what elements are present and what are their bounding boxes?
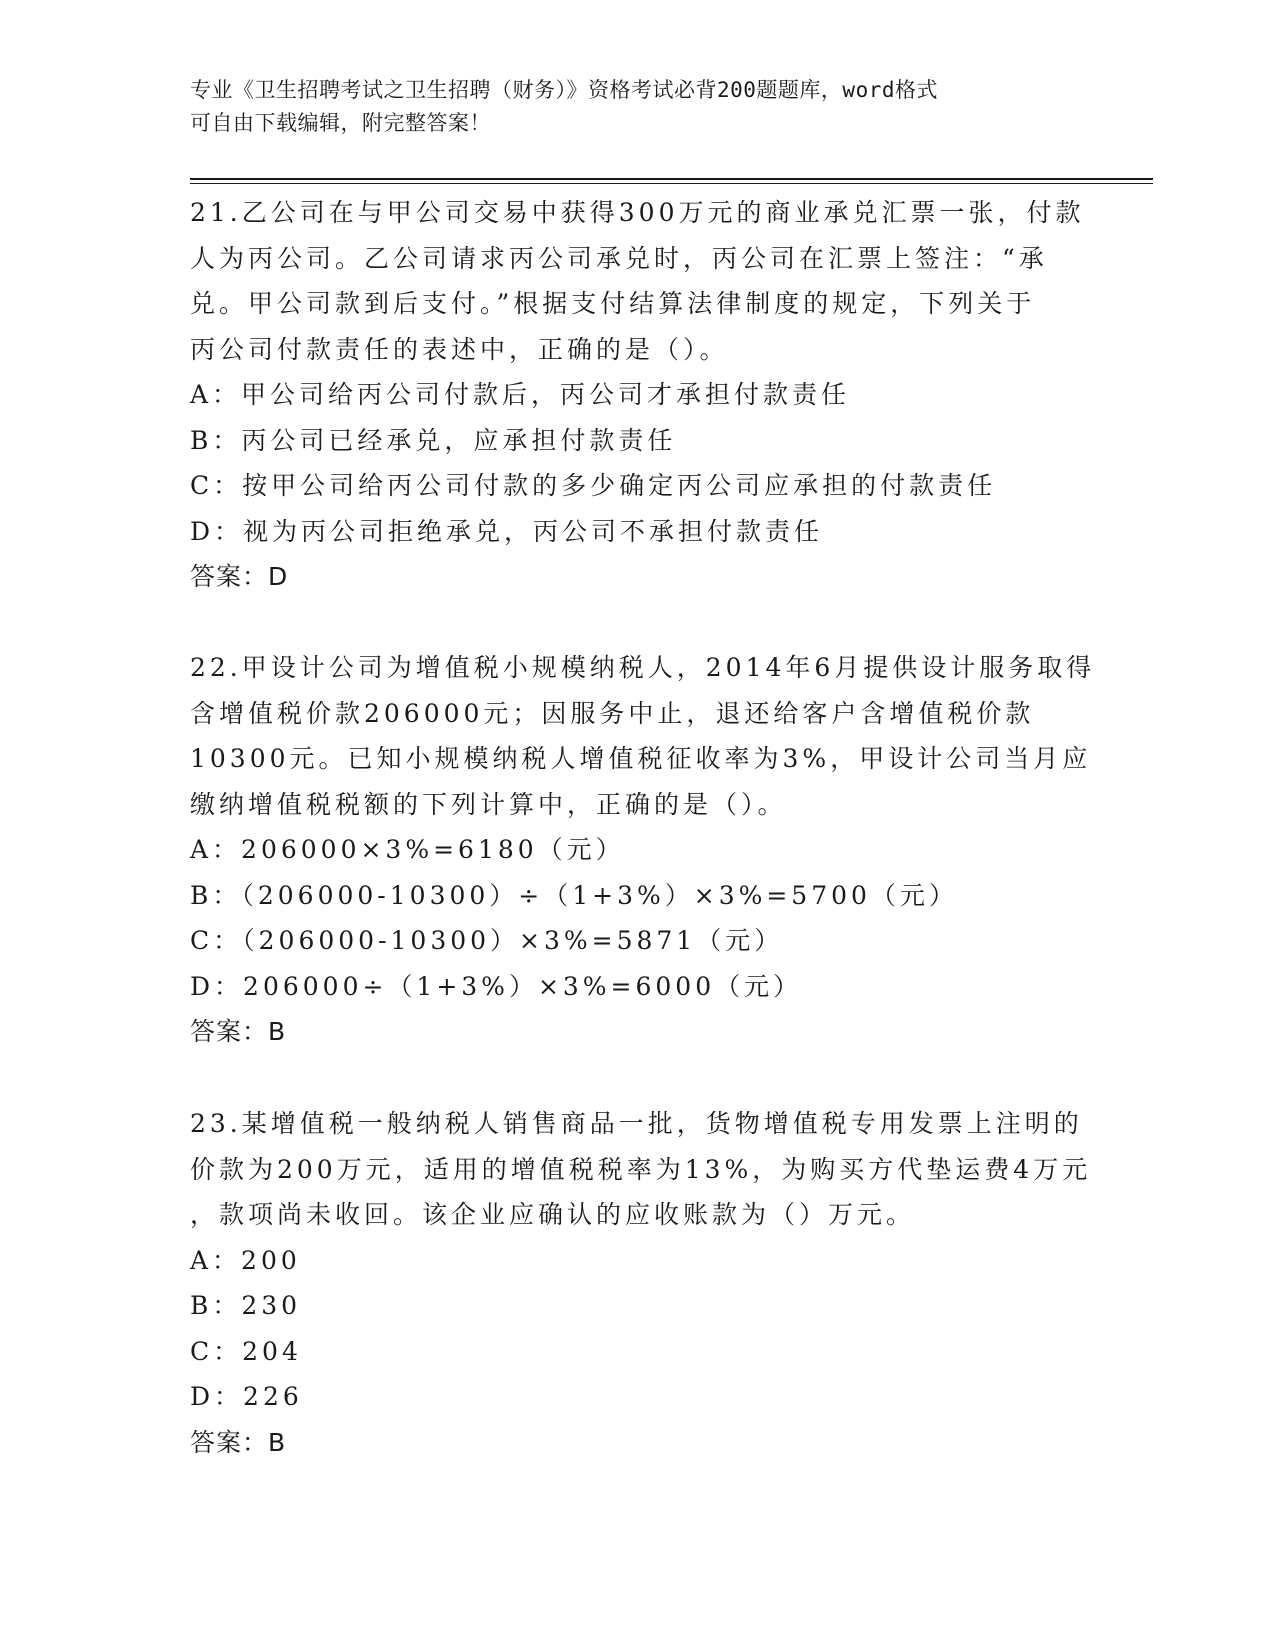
question-text-line: 含增值税价款206000元；因服务中止，退还给客户含增值税价款 xyxy=(190,698,1035,728)
question-text-line: 兑。甲公司款到后支付。”根据支付结算法律制度的规定，下列关于 xyxy=(190,289,1036,318)
question-text-line: 21.乙公司在与甲公司交易中获得300万元的商业承兑汇票一张，付款 xyxy=(190,198,1085,227)
header-divider-thick xyxy=(190,178,1153,180)
option-d: D：视为丙公司拒绝承兑，丙公司不承担付款责任 xyxy=(190,516,824,546)
question-22 xyxy=(190,645,1096,1055)
question-text-line: 丙公司付款责任的表述中，正确的是（）。 xyxy=(190,334,729,364)
option-b: B：230 xyxy=(190,1291,302,1320)
question-text-line: 人为丙公司。乙公司请求丙公司承兑时，丙公司在汇票上签注：“承 xyxy=(190,243,1048,273)
question-text-line: 缴纳增值税税额的下列计算中，正确的是（）。 xyxy=(190,789,787,819)
question-text-line: 23.某增值税一般纳税人销售商品一批，货物增值税专用发票上注明的 xyxy=(190,1109,1083,1138)
answer-line: 答案：D xyxy=(190,562,289,591)
question-text-line: ，款项尚未收回。该企业应确认的应收账款为（）万元。 xyxy=(190,1200,916,1229)
option-d: D：226 xyxy=(190,1382,303,1411)
option-c: C：按甲公司给丙公司付款的多少确定丙公司应承担的付款责任 xyxy=(190,471,997,500)
header-divider-thin xyxy=(190,183,1153,184)
document-header xyxy=(190,74,1090,140)
option-a: A：200 xyxy=(190,1245,301,1275)
option-c: C：（206000-10300）×3%=5871（元） xyxy=(190,926,784,955)
question-21 xyxy=(190,190,1090,600)
option-d: D：206000÷（1+3%）×3%=6000（元） xyxy=(190,971,803,1001)
answer-line: 答案：B xyxy=(190,1427,287,1457)
option-c: C：204 xyxy=(190,1336,302,1366)
option-b: B：（206000-10300）÷（1+3%）×3%=5700（元） xyxy=(190,880,958,910)
question-23 xyxy=(190,1101,1090,1465)
question-text-line: 22.甲设计公司为增值税小规模纳税人，2014年6月提供设计服务取得 xyxy=(190,653,1096,682)
header-line: 可自由下载编辑，附完整答案！ xyxy=(190,111,491,135)
answer-line: 答案：B xyxy=(190,1017,287,1046)
question-text-line: 价款为200万元，适用的增值税税率为13%，为购买方代垫运费4万元 xyxy=(190,1154,1092,1184)
question-text-line: 10300元。已知小规模纳税人增值税征收率为3%，甲设计公司当月应 xyxy=(190,744,1092,773)
header-line: 专业《卫生招聘考试之卫生招聘（财务）》资格考试必背200题题库，word格式 xyxy=(190,78,938,102)
option-b: B：丙公司已经承兑，应承担付款责任 xyxy=(190,425,677,455)
option-a: A：甲公司给丙公司付款后，丙公司才承担付款责任 xyxy=(190,380,851,409)
option-a: A：206000×3%=6180（元） xyxy=(190,835,625,864)
